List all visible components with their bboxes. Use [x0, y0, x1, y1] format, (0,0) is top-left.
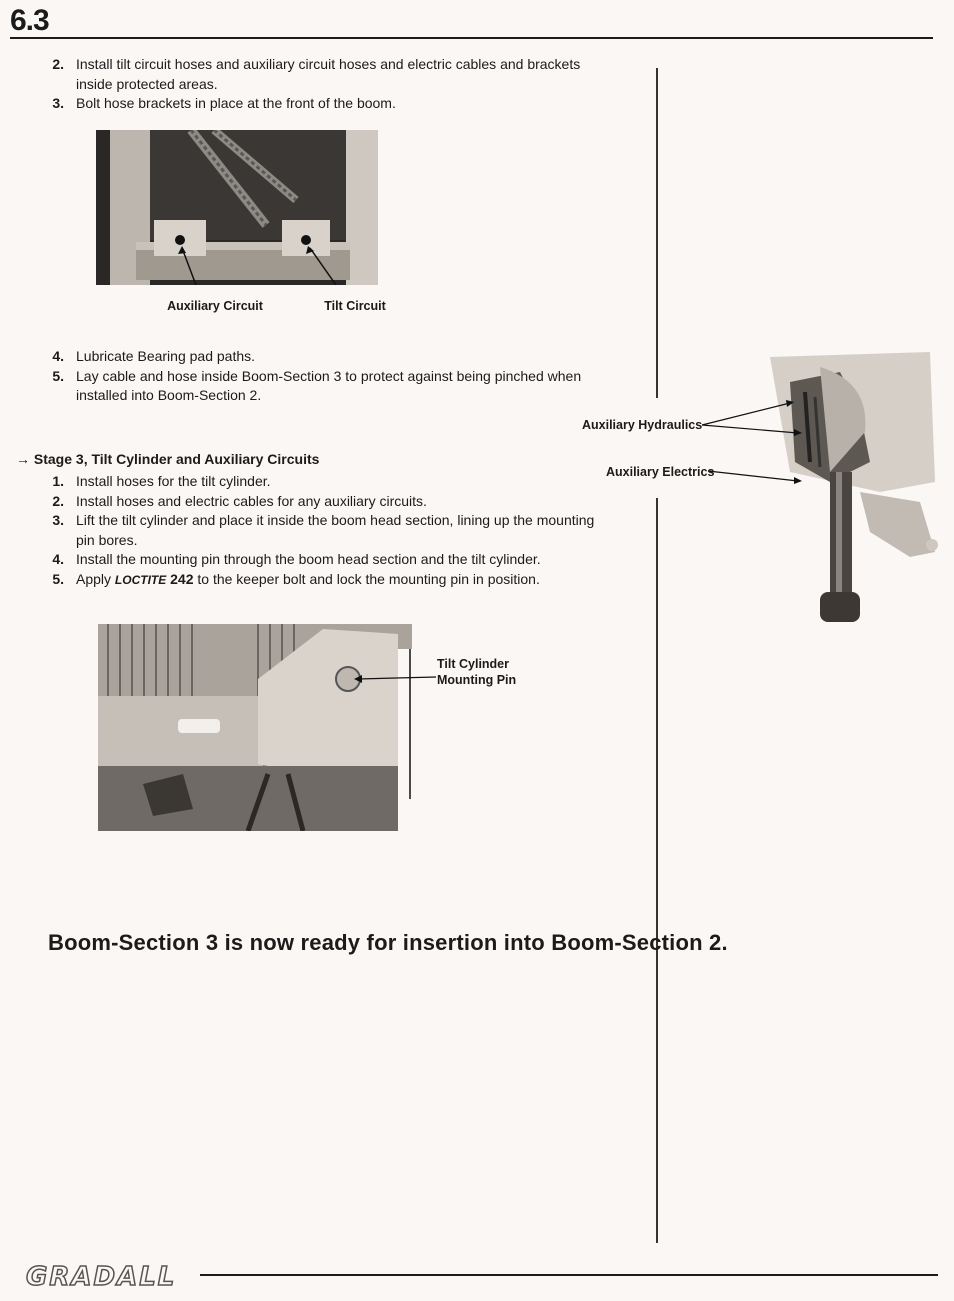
list-item: 5. Apply LOCTITE 242 to the keeper bolt and lock the mounting pin in position. [52, 570, 540, 587]
steps-list-middle [44, 347, 629, 406]
boom-head-side-photo [760, 352, 940, 632]
list-item: 4. Install the mounting pin through the boom head section and the tilt cylinder. [52, 551, 541, 567]
list-item: 4. Lubricate Bearing pad paths. [52, 348, 256, 364]
list-item: 1. Install hoses for the tilt cylinder. [52, 473, 271, 489]
tilt-cylinder-pin-photo [98, 624, 412, 831]
steps-list-top [44, 55, 619, 114]
closing-statement: Boom-Section 3 is now ready for insertion into Boom-Section 2. [48, 930, 728, 955]
stage-3-steps [44, 472, 596, 590]
footer-rule [200, 1274, 938, 1276]
list-item: 3. Lift the tilt cylinder and place it inside the boom head section, lining up the mounting pin bores. [52, 512, 595, 548]
list-item: 5. Lay cable and hose inside Boom-Section 3 to protect against being pinched when installed into Boom-Section 2. [52, 367, 582, 403]
list-item: 2. Install tilt circuit hoses and auxiliary circuit hoses and electric cables and brackets inside protected areas. [52, 56, 581, 92]
loctite-brand: LOCTITE [114, 572, 167, 587]
tilt-cylinder-mounting-pin-label: Tilt Cylinder Mounting Pin [437, 657, 517, 687]
list-item: 2. Install hoses and electric cables for any auxiliary circuits. [52, 492, 427, 509]
auxiliary-electrics-label: Auxiliary Electrics [606, 465, 715, 479]
stage-3-title: Stage 3, Tilt Cylinder and Auxiliary Circuits [33, 451, 320, 467]
tilt-pin-leader [348, 668, 438, 688]
side-callout-leaders [690, 395, 820, 490]
auxiliary-circuit-label: Auxiliary Circuit [167, 299, 263, 313]
column-divider-bottom [656, 498, 658, 1243]
arrow-right-icon: → [16, 451, 30, 467]
section-number: 6.3 [10, 4, 49, 37]
auxiliary-hydraulics-label: Auxiliary Hydraulics [582, 418, 703, 432]
gradall-logo: GRADALL [26, 1262, 177, 1292]
hose-brackets-photo [96, 130, 378, 285]
header-rule [10, 37, 933, 39]
stage-3-heading [16, 451, 319, 467]
tilt-circuit-label: Tilt Circuit [324, 299, 386, 313]
list-item: 3. Bolt hose brackets in place at the front of the boom. [52, 95, 396, 111]
column-divider-top [656, 68, 658, 398]
